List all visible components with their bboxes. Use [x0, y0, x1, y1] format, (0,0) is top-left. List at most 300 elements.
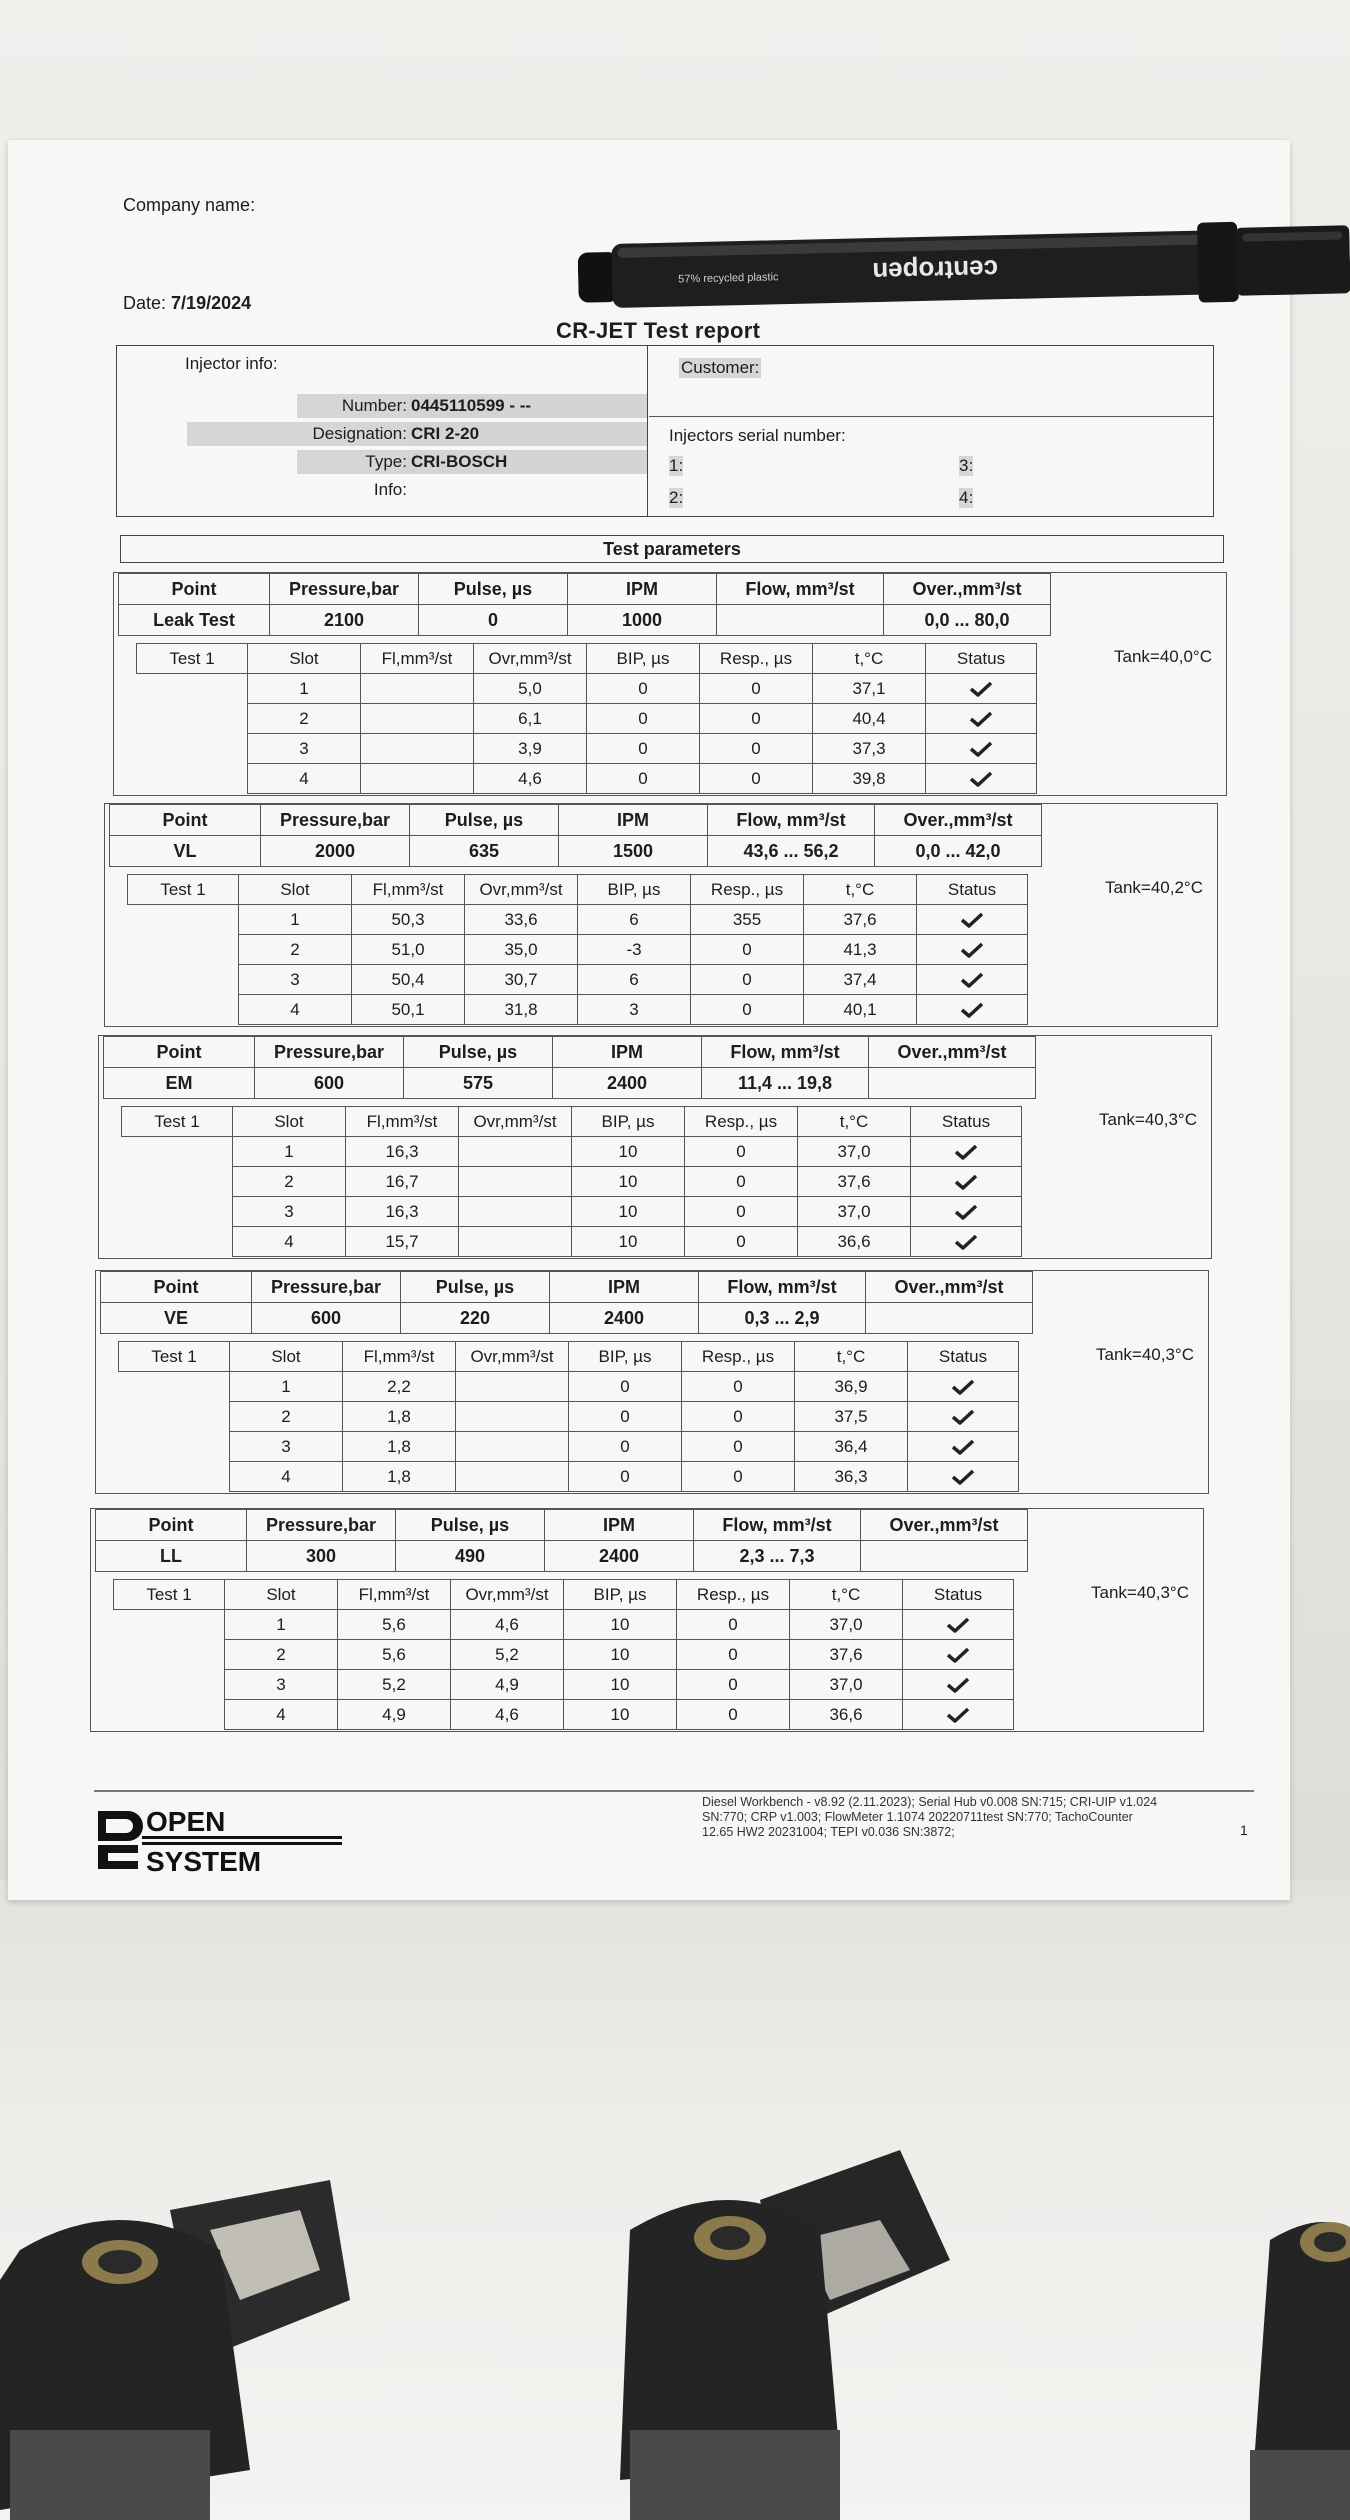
result-cell: 3 — [225, 1670, 338, 1700]
result-cell: 1 — [248, 674, 361, 704]
result-cell — [456, 1432, 569, 1462]
point-parameters-table — [109, 804, 1042, 867]
point-value-cell: 1000 — [568, 605, 717, 636]
point-header-cell: Over.,mm³/st — [861, 1510, 1028, 1541]
checkmark-icon — [950, 1408, 976, 1426]
point-header-cell: IPM — [550, 1272, 699, 1303]
point-parameters-table — [100, 1271, 1033, 1334]
empty-cell — [114, 1640, 225, 1670]
point-header-cell: Pressure,bar — [270, 574, 419, 605]
point-value-cell: 2400 — [553, 1068, 702, 1099]
result-header-cell: t,°C — [813, 644, 926, 674]
table-row — [122, 1137, 1022, 1167]
point-header-cell: Point — [101, 1272, 252, 1303]
date-value: 7/19/2024 — [171, 293, 252, 313]
result-cell: 3 — [230, 1432, 343, 1462]
result-cell: 2 — [230, 1402, 343, 1432]
serial-label: Injectors serial number: — [669, 426, 846, 445]
result-header-cell: Ovr,mm³/st — [465, 875, 578, 905]
result-cell — [361, 674, 474, 704]
status-cell — [917, 935, 1028, 965]
point-value-cell: 300 — [247, 1541, 396, 1572]
table-row — [114, 1640, 1014, 1670]
empty-cell — [122, 1227, 233, 1257]
result-cell: 0 — [700, 764, 813, 794]
customer-panel — [649, 346, 1213, 516]
company-label: Company name: — [123, 195, 256, 215]
point-value-cell: EM — [104, 1068, 255, 1099]
point-header-cell: Point — [110, 805, 261, 836]
footer-divider — [94, 1790, 1254, 1792]
point-value-cell: 2000 — [261, 836, 410, 867]
results-table — [127, 874, 1028, 1025]
result-cell: 0 — [685, 1167, 798, 1197]
point-header-cell: IPM — [559, 805, 708, 836]
type-value: CRI-BOSCH — [407, 450, 647, 474]
result-header-cell: Slot — [225, 1580, 338, 1610]
status-cell — [926, 674, 1037, 704]
result-cell: 33,6 — [465, 905, 578, 935]
customer-divider — [649, 416, 1213, 417]
empty-cell — [122, 1137, 233, 1167]
checkmark-icon — [953, 1143, 979, 1161]
result-cell: 35,0 — [465, 935, 578, 965]
status-cell — [917, 965, 1028, 995]
result-cell: 0 — [685, 1137, 798, 1167]
result-cell: 37,6 — [790, 1640, 903, 1670]
result-cell: 2 — [233, 1167, 346, 1197]
result-cell: 0 — [677, 1670, 790, 1700]
footer-line-3: 12.65 HW2 20231004; TEPI v0.036 SN:3872; — [702, 1825, 955, 1839]
table-row — [114, 1670, 1014, 1700]
date-line — [123, 293, 251, 314]
table-row — [114, 1700, 1014, 1730]
report-sheet — [8, 140, 1290, 1900]
result-header-cell: Ovr,mm³/st — [474, 644, 587, 674]
status-cell — [926, 734, 1037, 764]
result-header-cell: t,°C — [795, 1342, 908, 1372]
status-cell — [903, 1670, 1014, 1700]
result-cell: 2 — [225, 1640, 338, 1670]
point-header-cell: Pressure,bar — [261, 805, 410, 836]
checkmark-icon — [945, 1616, 971, 1634]
result-cell: 31,8 — [465, 995, 578, 1025]
result-cell: 355 — [691, 905, 804, 935]
pen-recycled-text: 57% recycled plastic — [678, 271, 779, 286]
table-row — [114, 1610, 1014, 1640]
result-cell: 6,1 — [474, 704, 587, 734]
result-header-cell: BIP, µs — [569, 1342, 682, 1372]
result-cell — [361, 704, 474, 734]
test-block-ve — [95, 1270, 1209, 1494]
point-header-cell: Over.,mm³/st — [866, 1272, 1033, 1303]
test-block-leak-test — [113, 572, 1227, 796]
result-cell: 0 — [569, 1372, 682, 1402]
checkmark-icon — [959, 941, 985, 959]
injector-info-box — [116, 345, 1214, 517]
point-value-cell: Leak Test — [119, 605, 270, 636]
point-header-cell: Pulse, µs — [419, 574, 568, 605]
result-cell — [456, 1462, 569, 1492]
result-cell: 39,8 — [813, 764, 926, 794]
footer-line-1: Diesel Workbench - v8.92 (2.11.2023); Serial Hub v0.008 SN:715; CRI-UIP v1.024 — [702, 1795, 1158, 1809]
point-header-cell: Point — [104, 1037, 255, 1068]
test-parameters-title: Test parameters — [120, 535, 1224, 563]
result-cell: 4,6 — [451, 1700, 564, 1730]
checkmark-icon — [950, 1438, 976, 1456]
result-cell: 0 — [682, 1372, 795, 1402]
empty-cell — [128, 935, 239, 965]
result-header-cell: Test 1 — [114, 1580, 225, 1610]
result-cell: 0 — [700, 734, 813, 764]
number-value: 0445110599 - -- — [407, 394, 647, 418]
result-cell: 5,6 — [338, 1610, 451, 1640]
point-value-cell: 2400 — [545, 1541, 694, 1572]
logo-system-text: SYSTEM — [146, 1846, 262, 1877]
result-header-cell: Fl,mm³/st — [338, 1580, 451, 1610]
result-header-cell: Ovr,mm³/st — [456, 1342, 569, 1372]
point-value-cell: 490 — [396, 1541, 545, 1572]
result-cell: 10 — [564, 1640, 677, 1670]
status-cell — [911, 1197, 1022, 1227]
result-cell: 0 — [691, 995, 804, 1025]
result-cell: 0 — [677, 1700, 790, 1730]
result-cell: 40,4 — [813, 704, 926, 734]
result-cell: 3 — [233, 1197, 346, 1227]
result-cell: 10 — [564, 1700, 677, 1730]
point-header-cell: Pulse, µs — [396, 1510, 545, 1541]
checkmark-icon — [968, 710, 994, 728]
result-cell: 3 — [239, 965, 352, 995]
result-cell: 0 — [700, 704, 813, 734]
point-value-cell — [717, 605, 884, 636]
point-header-cell: Pulse, µs — [401, 1272, 550, 1303]
test-block-ll — [90, 1508, 1204, 1732]
checkmark-icon — [968, 770, 994, 788]
result-cell: 0 — [677, 1610, 790, 1640]
result-cell: 30,7 — [465, 965, 578, 995]
status-cell — [903, 1640, 1014, 1670]
result-header-cell: Slot — [233, 1107, 346, 1137]
result-cell: 36,4 — [795, 1432, 908, 1462]
injector-info-panel — [117, 346, 648, 516]
point-header-cell: Flow, mm³/st — [717, 574, 884, 605]
point-header-cell: Point — [96, 1510, 247, 1541]
point-value-cell: 0,0 ... 80,0 — [884, 605, 1051, 636]
empty-cell — [128, 905, 239, 935]
serial-slot-3: 3: — [959, 456, 974, 475]
result-cell: 50,3 — [352, 905, 465, 935]
result-cell: 37,0 — [790, 1610, 903, 1640]
empty-cell — [119, 1372, 230, 1402]
result-cell: 36,9 — [795, 1372, 908, 1402]
checkmark-icon — [968, 680, 994, 698]
checkmark-icon — [950, 1378, 976, 1396]
result-cell: 36,6 — [798, 1227, 911, 1257]
serial-slot-2: 2: — [669, 488, 684, 507]
empty-cell — [119, 1432, 230, 1462]
checkmark-icon — [945, 1706, 971, 1724]
checkmark-icon — [959, 971, 985, 989]
footer-line-2: SN:770; CRP v1.003; FlowMeter 1.1074 20220711test SN:770; TachoCounter — [702, 1810, 1133, 1824]
result-cell: 41,3 — [804, 935, 917, 965]
result-header-cell: Fl,mm³/st — [343, 1342, 456, 1372]
result-header-cell: t,°C — [798, 1107, 911, 1137]
result-cell: 51,0 — [352, 935, 465, 965]
result-cell: 0 — [682, 1432, 795, 1462]
empty-cell — [128, 995, 239, 1025]
result-cell: 0 — [569, 1462, 682, 1492]
table-row — [137, 764, 1037, 794]
serial-slot-1: 1: — [669, 456, 684, 475]
result-header-cell: Resp., µs — [700, 644, 813, 674]
empty-cell — [114, 1670, 225, 1700]
point-header-cell: Flow, mm³/st — [708, 805, 875, 836]
point-header-cell: Over.,mm³/st — [869, 1037, 1036, 1068]
result-cell: 40,1 — [804, 995, 917, 1025]
results-table — [113, 1579, 1014, 1730]
empty-cell — [137, 764, 248, 794]
checkmark-icon — [945, 1676, 971, 1694]
empty-cell — [119, 1462, 230, 1492]
status-cell — [908, 1372, 1019, 1402]
point-value-cell: 600 — [252, 1303, 401, 1334]
result-cell — [459, 1227, 572, 1257]
result-header-cell: BIP, µs — [564, 1580, 677, 1610]
designation-label: Designation: — [187, 422, 409, 446]
result-cell: 0 — [685, 1227, 798, 1257]
marker-pen — [577, 209, 1350, 324]
point-header-cell: Flow, mm³/st — [702, 1037, 869, 1068]
result-cell: 10 — [564, 1670, 677, 1700]
tank-temperature: Tank=40,3°C — [1091, 1583, 1189, 1602]
checkmark-icon — [959, 911, 985, 929]
result-cell — [361, 734, 474, 764]
result-cell: 5,0 — [474, 674, 587, 704]
point-parameters-table — [103, 1036, 1036, 1099]
result-cell: 5,6 — [338, 1640, 451, 1670]
pen-brand-text: centropen — [872, 254, 999, 288]
result-cell: 0 — [691, 935, 804, 965]
result-cell: 0 — [587, 674, 700, 704]
table-row — [137, 704, 1037, 734]
point-value-cell — [869, 1068, 1036, 1099]
result-cell: 37,3 — [813, 734, 926, 764]
result-cell: 4,6 — [451, 1610, 564, 1640]
table-row — [119, 1432, 1019, 1462]
result-cell: 10 — [572, 1227, 685, 1257]
point-value-cell: 600 — [255, 1068, 404, 1099]
result-cell: 0 — [700, 674, 813, 704]
result-header-cell: Test 1 — [128, 875, 239, 905]
result-header-cell: Slot — [248, 644, 361, 674]
result-header-cell: Resp., µs — [685, 1107, 798, 1137]
result-cell: 0 — [682, 1462, 795, 1492]
result-cell: 16,3 — [346, 1197, 459, 1227]
result-header-cell: Ovr,mm³/st — [451, 1580, 564, 1610]
point-value-cell: 635 — [410, 836, 559, 867]
table-row — [128, 935, 1028, 965]
result-cell: 4 — [248, 764, 361, 794]
result-cell: 10 — [572, 1197, 685, 1227]
point-header-cell: Point — [119, 574, 270, 605]
result-header-cell: t,°C — [804, 875, 917, 905]
result-cell: 1 — [233, 1137, 346, 1167]
empty-cell — [114, 1700, 225, 1730]
tank-temperature: Tank=40,3°C — [1096, 1345, 1194, 1364]
result-cell: 37,0 — [798, 1197, 911, 1227]
info-label: Info: — [373, 480, 407, 499]
result-cell — [459, 1137, 572, 1167]
result-cell: 36,3 — [795, 1462, 908, 1492]
result-cell: 10 — [572, 1167, 685, 1197]
result-header-cell: BIP, µs — [587, 644, 700, 674]
result-header-cell: BIP, µs — [578, 875, 691, 905]
result-cell: 10 — [564, 1610, 677, 1640]
result-cell: 6 — [578, 965, 691, 995]
result-header-cell: BIP, µs — [572, 1107, 685, 1137]
result-header-cell: Test 1 — [119, 1342, 230, 1372]
result-cell: 37,1 — [813, 674, 926, 704]
empty-cell — [128, 965, 239, 995]
date-label: Date: — [123, 293, 167, 313]
result-cell: 2 — [248, 704, 361, 734]
status-cell — [908, 1432, 1019, 1462]
customer-label: Customer: — [681, 358, 760, 377]
point-value-cell: 0,3 ... 2,9 — [699, 1303, 866, 1334]
serial-slot-4: 4: — [959, 488, 974, 507]
status-cell — [911, 1227, 1022, 1257]
result-cell: 15,7 — [346, 1227, 459, 1257]
checkmark-icon — [953, 1173, 979, 1191]
results-table — [118, 1341, 1019, 1492]
status-cell — [908, 1462, 1019, 1492]
point-header-cell: Pulse, µs — [404, 1037, 553, 1068]
result-header-cell: Status — [926, 644, 1037, 674]
result-header-cell: Resp., µs — [677, 1580, 790, 1610]
result-header-cell: t,°C — [790, 1580, 903, 1610]
table-row — [122, 1197, 1022, 1227]
result-cell: 37,6 — [804, 905, 917, 935]
table-row — [137, 734, 1037, 764]
result-cell: 4 — [239, 995, 352, 1025]
page-number: 1 — [1240, 1822, 1248, 1838]
status-cell — [917, 995, 1028, 1025]
point-header-cell: Pulse, µs — [410, 805, 559, 836]
checkmark-icon — [968, 740, 994, 758]
point-value-cell: 2100 — [270, 605, 419, 636]
type-label: Type: — [297, 450, 409, 474]
tank-temperature: Tank=40,0°C — [1114, 647, 1212, 666]
result-cell: 1,8 — [343, 1462, 456, 1492]
checkmark-icon — [953, 1203, 979, 1221]
result-cell: 16,3 — [346, 1137, 459, 1167]
status-cell — [903, 1610, 1014, 1640]
point-header-cell: Over.,mm³/st — [875, 805, 1042, 836]
result-cell — [456, 1402, 569, 1432]
result-cell: 0 — [682, 1402, 795, 1432]
point-value-cell — [861, 1541, 1028, 1572]
result-cell: 4 — [225, 1700, 338, 1730]
point-value-cell: 0,0 ... 42,0 — [875, 836, 1042, 867]
result-cell — [459, 1167, 572, 1197]
result-cell: 1 — [230, 1372, 343, 1402]
result-cell: 4 — [230, 1462, 343, 1492]
point-value-cell: VE — [101, 1303, 252, 1334]
table-row — [128, 965, 1028, 995]
point-value-cell: VL — [110, 836, 261, 867]
results-table — [121, 1106, 1022, 1257]
result-cell: 0 — [587, 734, 700, 764]
result-cell: 50,4 — [352, 965, 465, 995]
result-header-cell: Ovr,mm³/st — [459, 1107, 572, 1137]
table-row — [119, 1372, 1019, 1402]
point-value-cell: 575 — [404, 1068, 553, 1099]
result-cell: 37,4 — [804, 965, 917, 995]
result-cell: 4 — [233, 1227, 346, 1257]
table-row — [119, 1462, 1019, 1492]
software-versions — [702, 1795, 1222, 1840]
result-cell: 5,2 — [451, 1640, 564, 1670]
empty-cell — [114, 1610, 225, 1640]
result-cell: 3 — [578, 995, 691, 1025]
result-cell: 37,0 — [798, 1137, 911, 1167]
point-value-cell: 43,6 ... 56,2 — [708, 836, 875, 867]
result-cell: 10 — [572, 1137, 685, 1167]
result-cell: 0 — [587, 764, 700, 794]
table-row — [137, 674, 1037, 704]
tank-temperature: Tank=40,2°C — [1105, 878, 1203, 897]
status-cell — [911, 1167, 1022, 1197]
point-value-cell: 2,3 ... 7,3 — [694, 1541, 861, 1572]
point-header-cell: Pressure,bar — [255, 1037, 404, 1068]
point-value-cell: 0 — [419, 605, 568, 636]
result-header-cell: Fl,mm³/st — [346, 1107, 459, 1137]
report-title: CR-JET Test report — [556, 318, 761, 343]
result-cell: 3,9 — [474, 734, 587, 764]
point-header-cell: Pressure,bar — [247, 1510, 396, 1541]
table-row — [128, 995, 1028, 1025]
result-cell: 0 — [677, 1640, 790, 1670]
injector-1 — [0, 2170, 360, 2520]
result-header-cell: Slot — [239, 875, 352, 905]
logo-open-text: OPEN — [146, 1806, 226, 1837]
result-cell: 36,6 — [790, 1700, 903, 1730]
tank-temperature: Tank=40,3°C — [1099, 1110, 1197, 1129]
point-header-cell: Flow, mm³/st — [699, 1272, 866, 1303]
result-cell: 37,0 — [790, 1670, 903, 1700]
result-cell: 0 — [587, 704, 700, 734]
result-header-cell: Fl,mm³/st — [352, 875, 465, 905]
status-cell — [926, 764, 1037, 794]
test-block-vl — [104, 803, 1218, 1027]
result-cell: 1,8 — [343, 1432, 456, 1462]
point-header-cell: IPM — [568, 574, 717, 605]
result-cell: 37,6 — [798, 1167, 911, 1197]
empty-cell — [137, 704, 248, 734]
result-cell — [361, 764, 474, 794]
status-cell — [903, 1700, 1014, 1730]
result-cell: 0 — [691, 965, 804, 995]
result-header-cell: Resp., µs — [691, 875, 804, 905]
result-header-cell: Status — [911, 1107, 1022, 1137]
table-row — [122, 1167, 1022, 1197]
injector-3 — [1210, 2200, 1350, 2520]
designation-value: CRI 2-20 — [407, 422, 647, 446]
point-header-cell: Flow, mm³/st — [694, 1510, 861, 1541]
result-cell: 0 — [569, 1402, 682, 1432]
point-header-cell: IPM — [545, 1510, 694, 1541]
